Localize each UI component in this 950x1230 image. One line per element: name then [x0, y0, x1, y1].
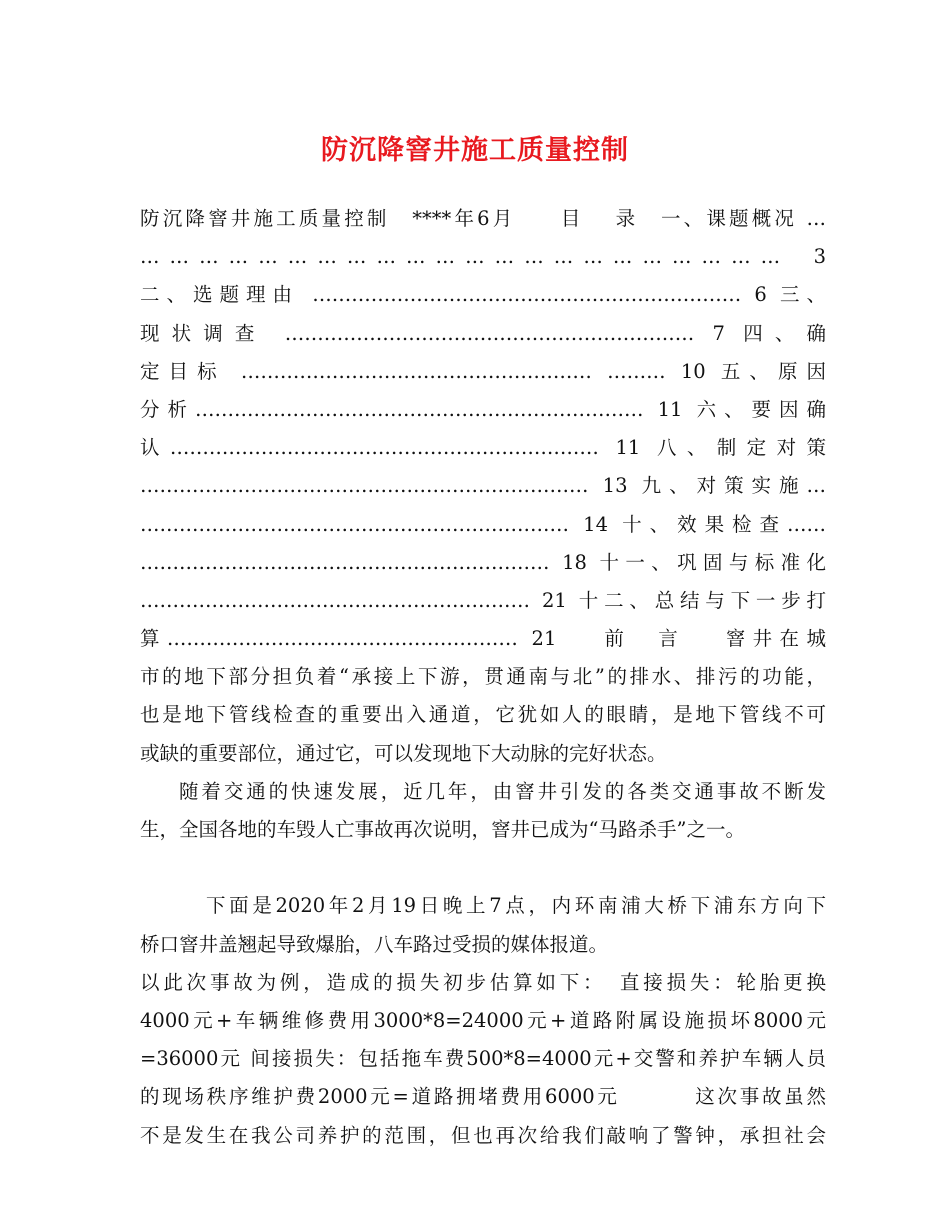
paragraph-line: 以此次事故为例，造成的损失初步估算如下： 直接损失：轮胎更换	[140, 970, 826, 994]
document-body	[140, 200, 826, 1155]
blank-line	[140, 849, 826, 887]
toc-line: …………………………………………………… 21 十二、总结与下一步打	[140, 588, 826, 612]
paragraph-line: 随着交通的快速发展，近几年，由窨井引发的各类交通事故不断发	[179, 779, 826, 803]
toc-line: … … … … … … … … … … … … … … … … … … … … … … 3	[140, 245, 826, 269]
paragraph-line: 生，全国各地的车毁人亡事故再次说明，窨井已成为“马路杀手”之一。	[140, 818, 745, 841]
toc-line: 现状调查 ……………………………………………………… 7 四、确	[140, 321, 826, 345]
paragraph-line: 不是发生在我公司养护的范围，但也再次给我们敲响了警钟，承担社会	[140, 1123, 826, 1147]
toc-line: 算……………………………………………… 21 前 言 窨井在城	[140, 627, 826, 651]
toc-line: 二、选题理由 ………………………………………………………… 6 三、	[140, 283, 826, 307]
toc-line: 认………………………………………………………… 11 八、制定对策	[140, 436, 826, 460]
document-title: 防沉降窨井施工质量控制	[321, 135, 629, 166]
toc-line: …………………………………………………………… 13 九、对策实施…	[140, 474, 826, 498]
paragraph-line: 下面是2020年2月19日晚上7点，内环南浦大桥下浦东方向下	[206, 894, 826, 918]
toc-line: 防沉降窨井施工质量控制 ****年6月 目 录 一、课题概况 …	[140, 207, 826, 230]
paragraph-line: 4000元+车辆维修费用3000*8=24000元+道路附属设施损坏8000元	[140, 1008, 826, 1032]
toc-line: 分析…………………………………………………………… 11 六、要因确	[140, 397, 826, 421]
toc-line: ……………………………………………………… 18 十一、巩固与标准化	[140, 550, 826, 574]
toc-line: 定目标 ……………………………………………… ……… 10 五、原因	[140, 359, 826, 383]
toc-line: ………………………………………………………… 14 十、效果检查……	[140, 512, 826, 536]
paragraph-line: 市的地下部分担负着“承接上下游，贯通南与北”的排水、排污的功能，	[140, 665, 826, 689]
paragraph-line: 或缺的重要部位，通过它，可以发现地下大动脉的完好状态。	[140, 741, 667, 765]
paragraph-line: 桥口窨井盖翘起导致爆胎，八车路过受损的媒体报道。	[140, 932, 609, 956]
paragraph-line: 的现场秩序维护费2000元=道路拥堵费用6000元 这次事故虽然	[140, 1085, 826, 1109]
paragraph-line: 也是地下管线检查的重要出入通道，它犹如人的眼睛，是地下管线不可	[140, 703, 826, 727]
paragraph-line: =36000元 间接损失：包括拖车费500*8=4000元+交警和养护车辆人员	[140, 1047, 826, 1071]
